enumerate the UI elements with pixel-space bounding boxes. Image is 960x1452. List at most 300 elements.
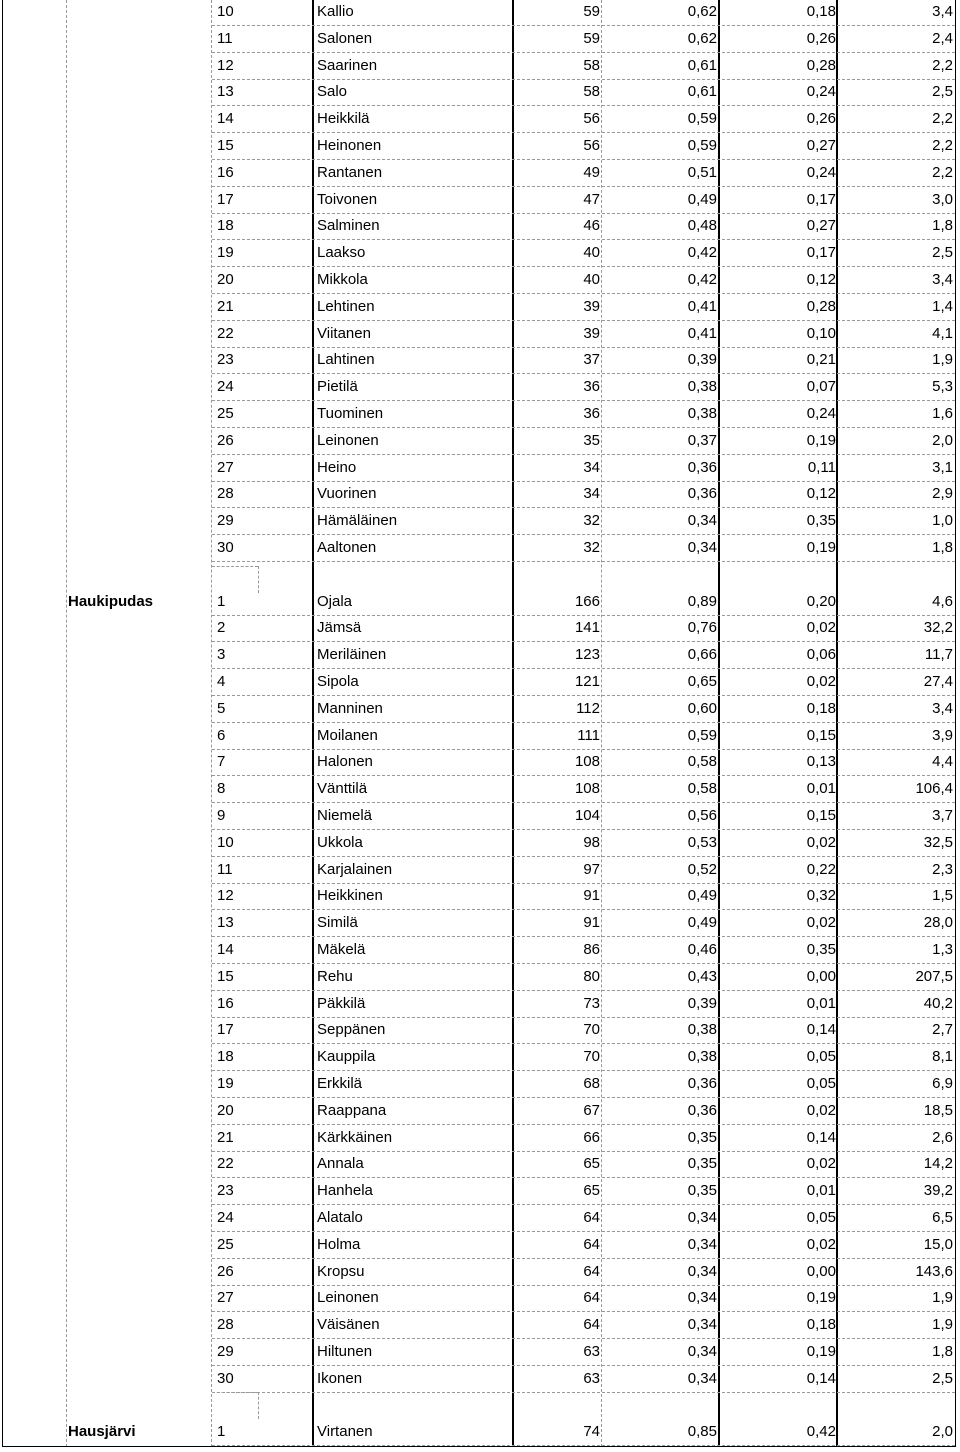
count-cell: 56 — [583, 137, 600, 154]
count-cell: 58 — [583, 56, 600, 74]
factor-cell: 1,8 — [932, 539, 953, 556]
share-cell: 0,00 — [806, 1262, 836, 1280]
table-row — [0, 1125, 960, 1152]
surname-cell: Sipola — [317, 673, 359, 690]
share-cell: 0,02 — [806, 1235, 836, 1253]
share-cell: 0,19 — [806, 539, 836, 556]
surname-cell: Ikonen — [317, 1369, 363, 1387]
share-cell: 0,02 — [806, 619, 836, 637]
factor-cell: 1,9 — [932, 1289, 953, 1307]
count-cell: 36 — [583, 405, 600, 422]
factor-cell: 143,6 — [915, 1262, 953, 1280]
factor-cell: 2,0 — [932, 1423, 953, 1441]
count-cell: 104 — [574, 807, 600, 824]
factor-cell: 2,4 — [932, 29, 953, 47]
table-row — [0, 910, 960, 937]
factor-cell: 39,2 — [923, 1182, 953, 1200]
surname-cell: Päkkilä — [317, 994, 366, 1012]
factor-cell: 1,0 — [932, 512, 953, 530]
surname-cell: Karjalainen — [317, 860, 393, 878]
surname-cell: Hanhela — [317, 1182, 373, 1200]
count-cell: 108 — [574, 780, 600, 798]
count-cell: 59 — [583, 29, 600, 47]
table-row — [0, 213, 960, 240]
share-cell: 0,32 — [806, 887, 836, 905]
share-cell: 0,26 — [806, 29, 836, 47]
ratio-cell: 0,53 — [687, 833, 717, 851]
rank-cell: 10 — [217, 833, 234, 851]
rank-cell: 18 — [217, 217, 234, 235]
rank-cell: 16 — [217, 163, 234, 181]
table-row — [0, 535, 960, 562]
factor-cell: 28,0 — [923, 914, 953, 932]
table-row — [0, 79, 960, 106]
share-cell: 0,01 — [806, 994, 836, 1012]
table-row — [0, 0, 960, 26]
count-cell: 39 — [583, 297, 600, 315]
share-cell: 0,14 — [806, 1128, 836, 1146]
count-cell: 40 — [583, 244, 600, 262]
ratio-cell: 0,34 — [687, 539, 717, 556]
table-row — [0, 53, 960, 80]
rank-cell: 20 — [217, 271, 234, 288]
ratio-cell: 0,61 — [687, 83, 717, 101]
factor-cell: 18,5 — [923, 1101, 953, 1119]
surname-cell: Rantanen — [317, 163, 383, 181]
share-cell: 0,12 — [806, 485, 836, 503]
factor-cell: 4,1 — [932, 324, 953, 342]
table-row — [0, 883, 960, 910]
rank-cell: 21 — [217, 1128, 234, 1146]
count-cell: 68 — [583, 1075, 600, 1092]
municipality-label: Hausjärvi — [68, 1423, 136, 1441]
share-cell: 0,24 — [806, 83, 836, 101]
count-cell: 166 — [574, 592, 600, 610]
surname-cell: Manninen — [317, 699, 383, 717]
count-cell: 34 — [583, 485, 600, 503]
table-row — [0, 321, 960, 348]
table-row — [0, 1205, 960, 1232]
count-cell: 64 — [583, 1289, 600, 1307]
rank-cell: 8 — [217, 780, 226, 798]
table-row — [0, 1098, 960, 1125]
block-separator — [258, 1392, 259, 1419]
share-cell: 0,21 — [806, 351, 836, 369]
share-cell: 0,10 — [806, 324, 836, 342]
table-row — [0, 1178, 960, 1205]
surname-cell: Niemelä — [317, 807, 373, 824]
ratio-cell: 0,52 — [687, 860, 717, 878]
factor-cell: 3,0 — [932, 190, 953, 208]
ratio-cell: 0,36 — [687, 1101, 717, 1119]
share-cell: 0,17 — [806, 244, 836, 262]
rank-cell: 20 — [217, 1101, 234, 1119]
factor-cell: 2,9 — [932, 485, 953, 503]
share-cell: 0,13 — [806, 753, 836, 771]
factor-cell: 1,6 — [932, 405, 953, 422]
ratio-cell: 0,34 — [687, 1289, 717, 1307]
table-row — [0, 589, 960, 616]
factor-cell: 207,5 — [915, 967, 953, 985]
factor-cell: 32,5 — [923, 833, 953, 851]
count-cell: 49 — [583, 163, 600, 181]
ratio-cell: 0,85 — [687, 1423, 717, 1441]
row-divider — [212, 561, 955, 562]
surname-cell: Alatalo — [317, 1209, 363, 1226]
table-row — [0, 1312, 960, 1339]
ratio-cell: 0,48 — [687, 217, 717, 235]
ratio-cell: 0,38 — [687, 405, 717, 422]
factor-cell: 2,0 — [932, 431, 953, 449]
ratio-cell: 0,41 — [687, 324, 717, 342]
count-cell: 64 — [583, 1209, 600, 1226]
surname-cell: Väisänen — [317, 1316, 380, 1334]
surname-cell: Virtanen — [317, 1423, 373, 1441]
factor-cell: 15,0 — [923, 1235, 953, 1253]
share-cell: 0,12 — [806, 271, 836, 288]
count-cell: 35 — [583, 431, 600, 449]
table-row — [0, 401, 960, 428]
count-cell: 111 — [577, 726, 600, 744]
factor-cell: 2,2 — [932, 163, 953, 181]
table-row — [0, 723, 960, 750]
factor-cell: 2,7 — [932, 1021, 953, 1039]
table-row — [0, 830, 960, 857]
surname-cell: Leinonen — [317, 431, 379, 449]
rank-cell: 11 — [217, 860, 233, 878]
table-row — [0, 1419, 960, 1446]
table-row — [0, 991, 960, 1018]
table-row — [0, 133, 960, 160]
ratio-cell: 0,38 — [687, 1021, 717, 1039]
share-cell: 0,11 — [807, 458, 836, 476]
factor-cell: 14,2 — [923, 1155, 953, 1173]
factor-cell: 3,9 — [932, 726, 953, 744]
share-cell: 0,19 — [806, 1289, 836, 1307]
count-cell: 65 — [583, 1182, 600, 1200]
rank-cell: 18 — [217, 1048, 234, 1066]
factor-cell: 8,1 — [932, 1048, 953, 1066]
table-row — [0, 964, 960, 991]
ratio-cell: 0,34 — [687, 1343, 717, 1360]
count-cell: 37 — [583, 351, 600, 369]
table-row — [0, 240, 960, 267]
block-separator — [212, 566, 258, 567]
count-cell: 66 — [583, 1128, 600, 1146]
factor-cell: 3,4 — [932, 3, 953, 20]
share-cell: 0,14 — [806, 1369, 836, 1387]
ratio-cell: 0,43 — [687, 967, 717, 985]
count-cell: 64 — [583, 1262, 600, 1280]
share-cell: 0,18 — [806, 1316, 836, 1334]
ratio-cell: 0,39 — [687, 994, 717, 1012]
rank-cell: 11 — [217, 29, 233, 47]
ratio-cell: 0,36 — [687, 458, 717, 476]
surname-cell: Pietilä — [317, 378, 358, 396]
factor-cell: 4,4 — [932, 753, 953, 771]
share-cell: 0,02 — [806, 914, 836, 932]
rank-cell: 12 — [217, 887, 234, 905]
share-cell: 0,01 — [806, 1182, 836, 1200]
surname-cell: Heikkilä — [317, 110, 370, 128]
count-cell: 70 — [583, 1021, 600, 1039]
table-row — [0, 1232, 960, 1259]
rank-cell: 1 — [217, 592, 226, 610]
rank-cell: 19 — [217, 1075, 234, 1092]
factor-cell: 11,7 — [924, 646, 953, 664]
share-cell: 0,01 — [806, 780, 836, 798]
ratio-cell: 0,59 — [687, 110, 717, 128]
rank-cell: 2 — [217, 619, 226, 637]
surname-cell: Aaltonen — [317, 539, 377, 556]
count-cell: 80 — [583, 967, 600, 985]
surname-cell: Heino — [317, 458, 357, 476]
surname-cell: Kauppila — [317, 1048, 376, 1066]
share-cell: 0,28 — [806, 56, 836, 74]
table-row — [0, 642, 960, 669]
rank-cell: 27 — [217, 1289, 234, 1307]
surname-cell: Raappana — [317, 1101, 387, 1119]
surname-cell: Vänttilä — [317, 780, 368, 798]
count-cell: 59 — [583, 3, 600, 20]
factor-cell: 3,4 — [932, 271, 953, 288]
share-cell: 0,02 — [806, 1101, 836, 1119]
rank-cell: 10 — [217, 3, 234, 20]
surname-cell: Halonen — [317, 753, 373, 771]
count-cell: 73 — [583, 994, 600, 1012]
factor-cell: 1,8 — [932, 1343, 953, 1360]
factor-cell: 3,1 — [932, 458, 953, 476]
share-cell: 0,19 — [806, 431, 836, 449]
share-cell: 0,19 — [806, 1343, 836, 1360]
surname-cell: Toivonen — [317, 190, 378, 208]
table-row — [0, 669, 960, 696]
rank-cell: 30 — [217, 1369, 234, 1387]
table-row — [0, 803, 960, 830]
share-cell: 0,15 — [806, 807, 836, 824]
surname-cell: Ukkola — [317, 833, 363, 851]
share-cell: 0,02 — [806, 1155, 836, 1173]
municipality-label: Haukipudas — [68, 592, 154, 610]
ratio-cell: 0,62 — [687, 29, 717, 47]
surname-cell: Mikkola — [317, 271, 368, 288]
factor-cell: 1,8 — [932, 217, 953, 235]
row-divider — [212, 1392, 955, 1393]
share-cell: 0,26 — [806, 110, 836, 128]
ratio-cell: 0,59 — [687, 726, 717, 744]
rank-cell: 23 — [217, 351, 234, 369]
table-row — [0, 1259, 960, 1286]
surname-cell: Seppänen — [317, 1021, 386, 1039]
surname-cell: Similä — [317, 914, 358, 932]
count-cell: 74 — [583, 1423, 600, 1441]
count-cell: 86 — [583, 941, 600, 958]
surname-cell: Kropsu — [317, 1262, 365, 1280]
table-row — [0, 26, 960, 53]
surname-cell: Kallio — [317, 3, 354, 20]
rank-cell: 16 — [217, 994, 234, 1012]
share-cell: 0,22 — [806, 860, 836, 878]
count-cell: 91 — [583, 887, 600, 905]
count-cell: 32 — [583, 539, 600, 556]
share-cell: 0,06 — [806, 646, 836, 664]
ratio-cell: 0,34 — [687, 1209, 717, 1226]
factor-cell: 6,5 — [932, 1209, 953, 1226]
factor-cell: 3,7 — [932, 807, 953, 824]
count-cell: 121 — [574, 673, 600, 690]
count-cell: 141 — [574, 619, 600, 637]
count-cell: 108 — [574, 753, 600, 771]
table-row — [0, 1339, 960, 1366]
rank-cell: 24 — [217, 378, 234, 396]
ratio-cell: 0,35 — [687, 1182, 717, 1200]
ratio-cell: 0,41 — [687, 297, 717, 315]
row-divider — [212, 1445, 955, 1446]
surname-cell: Annala — [317, 1155, 364, 1173]
surname-cell: Salo — [317, 83, 348, 101]
surname-cell: Tuominen — [317, 405, 384, 422]
share-cell: 0,14 — [806, 1021, 836, 1039]
share-cell: 0,05 — [806, 1209, 836, 1226]
surname-cell: Moilanen — [317, 726, 378, 744]
table-row — [0, 776, 960, 803]
factor-cell: 2,5 — [932, 244, 953, 262]
share-cell: 0,15 — [806, 726, 836, 744]
rank-cell: 14 — [217, 941, 234, 958]
table-row — [0, 696, 960, 723]
table-row — [0, 1044, 960, 1071]
rank-cell: 30 — [217, 539, 234, 556]
table-row — [0, 374, 960, 401]
count-cell: 64 — [583, 1235, 600, 1253]
ratio-cell: 0,49 — [687, 190, 717, 208]
count-cell: 39 — [583, 324, 600, 342]
ratio-cell: 0,34 — [687, 1369, 717, 1387]
rank-cell: 13 — [217, 83, 234, 101]
rank-cell: 9 — [217, 807, 226, 824]
ratio-cell: 0,89 — [687, 592, 717, 610]
surname-cell: Rehu — [317, 967, 353, 985]
count-cell: 98 — [583, 833, 600, 851]
factor-cell: 1,3 — [932, 941, 953, 958]
ratio-cell: 0,34 — [687, 1316, 717, 1334]
factor-cell: 1,9 — [932, 351, 953, 369]
ratio-cell: 0,60 — [687, 699, 717, 717]
share-cell: 0,24 — [806, 405, 836, 422]
factor-cell: 4,6 — [932, 592, 953, 610]
ratio-cell: 0,51 — [687, 163, 717, 181]
ratio-cell: 0,38 — [687, 378, 717, 396]
share-cell: 0,07 — [806, 378, 836, 396]
factor-cell: 1,9 — [932, 1316, 953, 1334]
count-cell: 64 — [583, 1316, 600, 1334]
share-cell: 0,00 — [806, 967, 836, 985]
table-row — [0, 347, 960, 374]
ratio-cell: 0,35 — [687, 1155, 717, 1173]
factor-cell: 106,4 — [915, 780, 953, 798]
ratio-cell: 0,76 — [687, 619, 717, 637]
count-cell: 97 — [583, 860, 600, 878]
rank-cell: 29 — [217, 512, 234, 530]
surname-cell: Meriläinen — [317, 646, 387, 664]
ratio-cell: 0,37 — [687, 431, 717, 449]
rank-cell: 3 — [217, 646, 226, 664]
factor-cell: 2,6 — [932, 1128, 953, 1146]
rank-cell: 17 — [217, 1021, 234, 1039]
count-cell: 32 — [583, 512, 600, 530]
surname-cell: Heikkinen — [317, 887, 383, 905]
factor-cell: 6,9 — [932, 1075, 953, 1092]
ratio-cell: 0,65 — [687, 673, 717, 690]
surname-cell: Vuorinen — [317, 485, 377, 503]
count-cell: 56 — [583, 110, 600, 128]
table-row — [0, 294, 960, 321]
rank-cell: 13 — [217, 914, 234, 932]
share-cell: 0,28 — [806, 297, 836, 315]
rank-cell: 26 — [217, 431, 234, 449]
share-cell: 0,35 — [806, 941, 836, 958]
ratio-cell: 0,36 — [687, 1075, 717, 1092]
share-cell: 0,05 — [806, 1075, 836, 1092]
share-cell: 0,05 — [806, 1048, 836, 1066]
table-row — [0, 937, 960, 964]
table-row — [0, 1151, 960, 1178]
surname-cell: Laakso — [317, 244, 366, 262]
rank-cell: 12 — [217, 56, 234, 74]
share-cell: 0,24 — [806, 163, 836, 181]
table-row — [0, 428, 960, 455]
count-cell: 58 — [583, 83, 600, 101]
share-cell: 0,18 — [806, 3, 836, 20]
surname-cell: Erkkilä — [317, 1075, 363, 1092]
ratio-cell: 0,59 — [687, 137, 717, 154]
factor-cell: 2,5 — [932, 83, 953, 101]
share-cell: 0,42 — [806, 1423, 836, 1441]
rank-cell: 22 — [217, 1155, 234, 1173]
rank-cell: 25 — [217, 405, 234, 422]
ratio-cell: 0,56 — [687, 807, 717, 824]
table-row — [0, 1366, 960, 1393]
count-cell: 112 — [576, 699, 600, 717]
factor-cell: 1,4 — [932, 297, 953, 315]
rank-cell: 25 — [217, 1235, 234, 1253]
table-row — [0, 1017, 960, 1044]
table-row — [0, 1071, 960, 1098]
rank-cell: 28 — [217, 485, 234, 503]
count-cell: 36 — [583, 378, 600, 396]
rank-cell: 17 — [217, 190, 234, 208]
surname-cell: Heinonen — [317, 137, 382, 154]
factor-cell: 40,2 — [923, 994, 953, 1012]
surname-cell: Salonen — [317, 29, 373, 47]
factor-cell: 2,2 — [932, 110, 953, 128]
count-cell: 40 — [583, 271, 600, 288]
table-row — [0, 160, 960, 187]
surname-cell: Lahtinen — [317, 351, 375, 369]
surname-cell: Ojala — [317, 592, 353, 610]
ratio-cell: 0,34 — [687, 1262, 717, 1280]
rank-cell: 24 — [217, 1209, 234, 1226]
table-row — [0, 106, 960, 133]
ratio-cell: 0,58 — [687, 753, 717, 771]
surname-cell: Holma — [317, 1235, 361, 1253]
rank-cell: 15 — [217, 137, 234, 154]
table-row — [0, 1285, 960, 1312]
ratio-cell: 0,39 — [687, 351, 717, 369]
factor-cell: 2,5 — [932, 1369, 953, 1387]
factor-cell: 2,2 — [932, 137, 953, 154]
rank-cell: 28 — [217, 1316, 234, 1334]
